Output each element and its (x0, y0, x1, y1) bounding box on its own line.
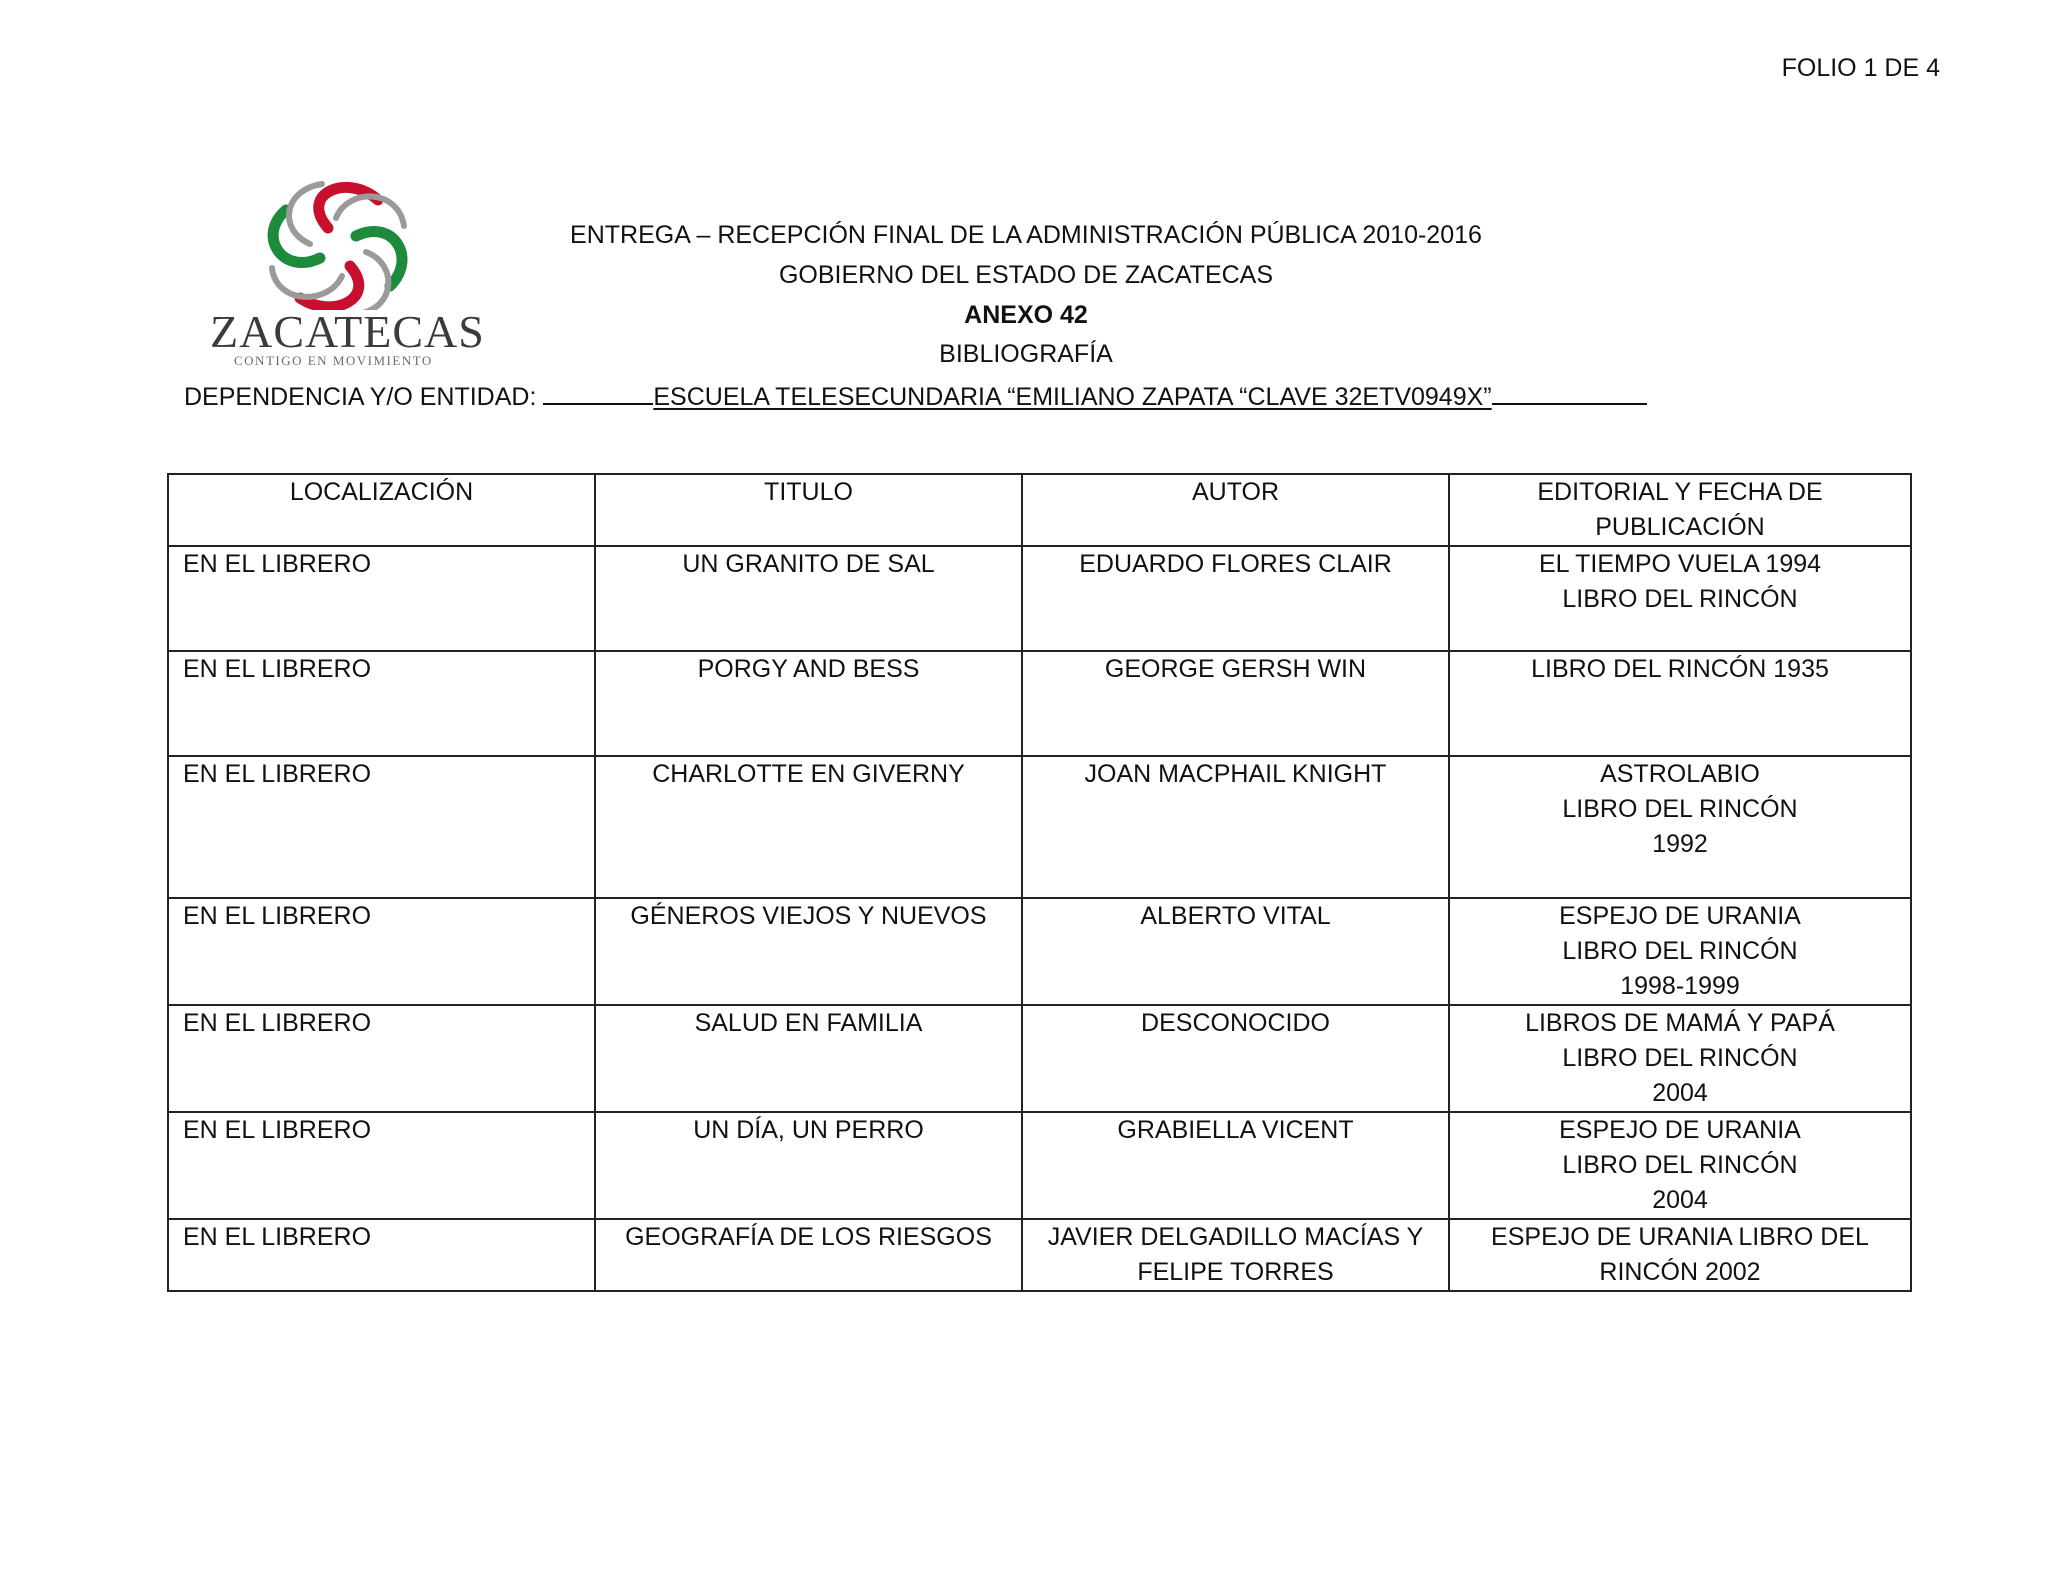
column-header-localizacion: LOCALIZACIÓN (168, 474, 595, 546)
cell-line: 2004 (1652, 1079, 1708, 1107)
cell-line: DESCONOCIDO (1141, 1009, 1330, 1037)
cell-line: JOAN MACPHAIL KNIGHT (1084, 760, 1387, 788)
cell-line: LIBROS DE MAMÁ Y PAPÁ (1525, 1009, 1835, 1037)
cell-autor (1022, 1219, 1449, 1291)
cell-line: LIBRO DEL RINCÓN 1935 (1531, 655, 1829, 683)
cell-localizacion: EN EL LIBRERO (168, 1112, 595, 1219)
header-section: BIBLIOGRAFÍA (939, 340, 1113, 368)
cell-line: GEORGE GERSH WIN (1104, 655, 1367, 683)
column-header-titulo: TITULO (595, 474, 1022, 546)
table-row (168, 1005, 1911, 1112)
cell-autor (1022, 756, 1449, 898)
header-title: ENTREGA – RECEPCIÓN FINAL DE LA ADMINISTRACIÓN PÚBLICA 2010-2016 (570, 221, 1482, 249)
table-row (168, 756, 1911, 898)
dependencia-value: ESCUELA TELESECUNDARIA “EMILIANO ZAPATA “CLAVE 32ETV0949X” (653, 383, 1492, 411)
underline-blank (543, 381, 653, 405)
cell-titulo: CHARLOTTE EN GIVERNY (595, 756, 1022, 898)
table-row (168, 1219, 1911, 1291)
table-row (168, 898, 1911, 1005)
column-header-editorial: EDITORIAL Y FECHA DE PUBLICACIÓN (1449, 474, 1911, 546)
cell-line: RINCÓN 2002 (1599, 1258, 1761, 1286)
cell-line: JAVIER DELGADILLO MACÍAS Y (1047, 1223, 1424, 1251)
cell-line: LIBRO DEL RINCÓN (1562, 795, 1798, 823)
table-header-row (168, 474, 1911, 546)
cell-editorial (1449, 651, 1911, 756)
folio-number: FOLIO 1 DE 4 (1781, 54, 1940, 82)
cell-titulo: GEOGRAFÍA DE LOS RIESGOS (595, 1219, 1022, 1291)
cell-autor (1022, 898, 1449, 1005)
underline-blank (1492, 381, 1647, 405)
logo-tagline: CONTIGO EN MOVIMIENTO (234, 353, 433, 368)
cell-line: ESPEJO DE URANIA (1559, 1116, 1801, 1144)
cell-titulo: UN DÍA, UN PERRO (595, 1112, 1022, 1219)
cell-editorial (1449, 1112, 1911, 1219)
cell-localizacion: EN EL LIBRERO (168, 1005, 595, 1112)
cell-titulo: UN GRANITO DE SAL (595, 546, 1022, 651)
cell-line: LIBRO DEL RINCÓN (1562, 1151, 1798, 1179)
cell-autor (1022, 1005, 1449, 1112)
table-row (168, 1112, 1911, 1219)
cell-editorial (1449, 898, 1911, 1005)
cell-autor (1022, 546, 1449, 651)
cell-line: ESPEJO DE URANIA (1559, 902, 1801, 930)
cell-localizacion: EN EL LIBRERO (168, 898, 595, 1005)
cell-line: ALBERTO VITAL (1140, 902, 1331, 930)
cell-titulo: GÉNEROS VIEJOS Y NUEVOS (595, 898, 1022, 1005)
cell-localizacion: EN EL LIBRERO (168, 546, 595, 651)
cell-line: ESPEJO DE URANIA LIBRO DEL (1491, 1223, 1869, 1251)
cell-editorial (1449, 1219, 1911, 1291)
cell-localizacion: EN EL LIBRERO (168, 756, 595, 898)
cell-localizacion: EN EL LIBRERO (168, 1219, 595, 1291)
dependencia-line (184, 381, 1647, 412)
cell-autor (1022, 1112, 1449, 1219)
cell-line: LIBRO DEL RINCÓN (1562, 937, 1798, 965)
cell-localizacion: EN EL LIBRERO (168, 651, 595, 756)
cell-editorial (1449, 546, 1911, 651)
cell-line: GRABIELLA VICENT (1117, 1116, 1354, 1144)
cell-titulo: PORGY AND BESS (595, 651, 1022, 756)
header-annex: ANEXO 42 (964, 301, 1088, 329)
cell-line: 1998-1999 (1620, 972, 1740, 1000)
cell-line: 1992 (1652, 830, 1708, 858)
cell-line: LIBRO DEL RINCÓN (1562, 585, 1798, 613)
bibliography-table (167, 473, 1912, 1292)
cell-editorial (1449, 756, 1911, 898)
table-row (168, 546, 1911, 651)
cell-line: EL TIEMPO VUELA 1994 (1538, 550, 1822, 578)
table-row (168, 651, 1911, 756)
dependencia-label: DEPENDENCIA Y/O ENTIDAD: (184, 383, 537, 411)
column-header-autor: AUTOR (1022, 474, 1449, 546)
logo-wordmark: ZACATECAS (210, 306, 485, 357)
header-government: GOBIERNO DEL ESTADO DE ZACATECAS (778, 261, 1274, 289)
cell-line: EDUARDO FLORES CLAIR (1079, 550, 1392, 578)
cell-line: FELIPE TORRES (1137, 1258, 1334, 1286)
cell-autor (1022, 651, 1449, 756)
cell-line: LIBRO DEL RINCÓN (1562, 1044, 1798, 1072)
cell-line: 2004 (1652, 1186, 1708, 1214)
cell-line: ASTROLABIO (1600, 760, 1760, 788)
cell-titulo: SALUD EN FAMILIA (595, 1005, 1022, 1112)
cell-editorial (1449, 1005, 1911, 1112)
